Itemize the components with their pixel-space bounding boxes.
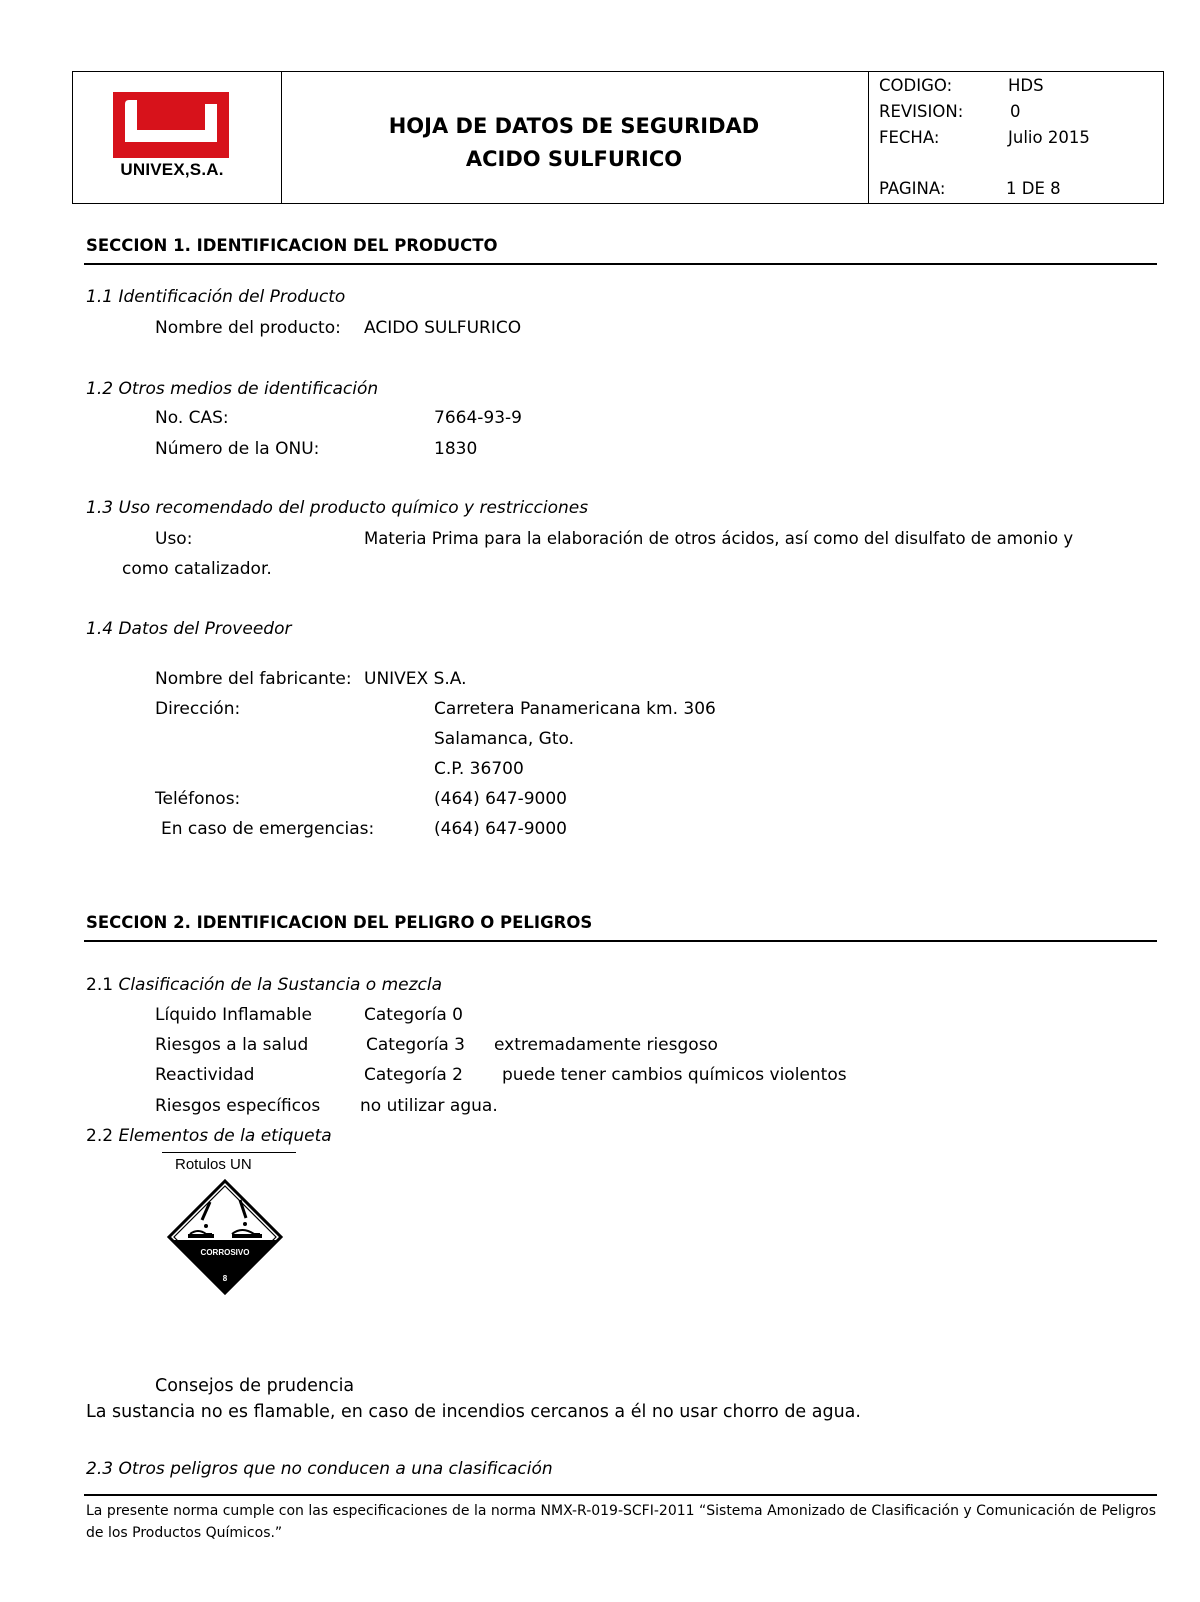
- address-line-3: C.P. 36700: [434, 759, 524, 779]
- phones-value: (464) 647-9000: [434, 789, 567, 809]
- document-title: HOJA DE DATOS DE SEGURIDAD: [388, 114, 760, 138]
- company-logo: [109, 90, 235, 182]
- footer-note: La presente norma cumple con las especificaciones de la norma NMX-R-019-SCFI-2011 “Sistema Amonizado de Clasificación y Comunicación de Peligros de los Productos Químicos.”: [86, 1503, 1156, 1541]
- section2-rule: [84, 940, 1157, 942]
- section-title: Otros peligros que no conducen a una clasificación: [118, 1459, 553, 1479]
- revision-value: 0: [1010, 102, 1021, 121]
- section-number: 1.1: [86, 287, 114, 307]
- classification-note: extremadamente riesgoso: [494, 1035, 718, 1055]
- phones-label: Teléfonos:: [155, 789, 241, 809]
- classification-category: Categoría 3: [366, 1035, 465, 1055]
- section-1-1-title: [86, 287, 345, 307]
- product-name-value: ACIDO SULFURICO: [364, 318, 522, 338]
- revision-label: REVISION:: [879, 102, 964, 121]
- section-1-3-title: [86, 498, 588, 518]
- classification-category: Categoría 2: [364, 1065, 463, 1085]
- emergency-value: (464) 647-9000: [434, 819, 567, 839]
- classification-label: Riesgos a la salud: [155, 1035, 309, 1055]
- cas-value: 7664-93-9: [434, 408, 522, 428]
- section-number: 1.2: [86, 379, 114, 399]
- classification-category: Categoría 0: [364, 1005, 463, 1025]
- manufacturer-label: Nombre del fabricante:: [155, 669, 352, 689]
- footer-rule: [84, 1494, 1157, 1496]
- pictogram-text: CORROSIVO: [200, 1248, 250, 1257]
- section-number: 1.3: [86, 498, 114, 518]
- section-title: Datos del Proveedor: [118, 619, 292, 639]
- uso-value: Materia Prima para la elaboración de otros ácidos, así como del disulfato de amonio y: [364, 529, 1074, 548]
- section-2-2-title: [86, 1126, 332, 1146]
- header-divider: [281, 72, 282, 203]
- section1-rule: [84, 263, 1157, 265]
- fecha-value: Julio 2015: [1008, 128, 1090, 147]
- pagina-label: PAGINA:: [879, 179, 946, 198]
- manufacturer-value: UNIVEX S.A.: [364, 669, 467, 689]
- section-2-1-title: [86, 975, 442, 995]
- codigo-label: CODIGO:: [879, 76, 953, 95]
- section-title: Clasificación de la Sustancia o mezcla: [118, 975, 443, 995]
- product-name-label: Nombre del producto:: [155, 318, 341, 338]
- rotulos-caption: Rotulos UN: [175, 1156, 252, 1173]
- section-title: Uso recomendado del producto químico y restricciones: [118, 498, 589, 518]
- document-subtitle: ACIDO SULFURICO: [465, 147, 683, 171]
- fecha-label: FECHA:: [879, 128, 940, 147]
- document-header: [72, 71, 1164, 204]
- classification-category: no utilizar agua.: [360, 1096, 498, 1116]
- section-number: 2.2: [86, 1126, 114, 1146]
- section-1-2-title: [86, 379, 378, 399]
- prudencia-text: La sustancia no es flamable, en caso de incendios cercanos a él no usar chorro de agua.: [86, 1402, 861, 1422]
- section-2-3-title: [86, 1459, 553, 1479]
- section-title: Elementos de la etiqueta: [118, 1126, 332, 1146]
- section-number: 2.1: [86, 975, 114, 995]
- section-number: 2.3: [86, 1459, 114, 1479]
- uso-label: Uso:: [155, 529, 193, 549]
- prudencia-title: Consejos de prudencia: [155, 1376, 355, 1396]
- classification-label: Riesgos específicos: [155, 1096, 321, 1116]
- address-label: Dirección:: [155, 699, 241, 719]
- section-title: Identificación del Producto: [118, 287, 346, 307]
- pictogram-class: 8: [222, 1274, 228, 1283]
- classification-note: puede tener cambios químicos violentos: [502, 1065, 847, 1085]
- emergency-label: En caso de emergencias:: [161, 819, 375, 839]
- section-1-4-title: [86, 619, 291, 639]
- cas-label: No. CAS:: [155, 408, 229, 428]
- classification-label: Reactividad: [155, 1065, 255, 1085]
- onu-value: 1830: [434, 439, 478, 459]
- caption-rule: [162, 1152, 296, 1153]
- section1-heading: SECCION 1. IDENTIFICACION DEL PRODUCTO: [86, 236, 498, 255]
- section-title: Otros medios de identificación: [118, 379, 379, 399]
- header-divider: [868, 72, 869, 203]
- address-line-2: Salamanca, Gto.: [434, 729, 575, 749]
- classification-label: Líquido Inflamable: [155, 1005, 312, 1025]
- section-number: 1.4: [86, 619, 114, 639]
- uso-value-continued: como catalizador.: [122, 559, 272, 579]
- pagina-value: 1 DE 8: [1006, 179, 1061, 198]
- onu-label: Número de la ONU:: [155, 439, 320, 459]
- corrosive-pictogram: [166, 1178, 284, 1296]
- codigo-value: HDS: [1008, 76, 1044, 95]
- section2-heading: SECCION 2. IDENTIFICACION DEL PELIGRO O PELIGROS: [86, 913, 593, 932]
- company-name: UNIVEX,S.A.: [120, 160, 224, 179]
- address-line-1: Carretera Panamericana km. 306: [434, 699, 716, 719]
